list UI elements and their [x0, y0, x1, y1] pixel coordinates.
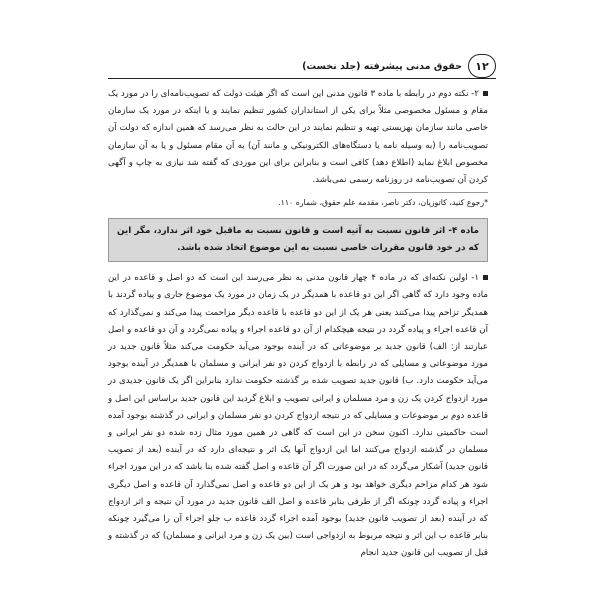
page-body — [108, 86, 488, 563]
article-4-text: ماده ۴- اثر قانون نسبت به آتیه است و قانون نسبت به ماقبل خود اثر ندارد، مگر این که در خود قانون مقررات خاصی نسبت به این موضوع اتخاذ شده باشد. — [117, 226, 479, 254]
bullet-icon — [483, 275, 488, 280]
footnote: *رجوع کنید، کاتوزیان، دکتر ناصر، مقدمه علم حقوق، شماره ۱۱۰. — [278, 198, 488, 208]
footnote-divider — [388, 192, 488, 193]
header-title: حقوق مدنی پیشرفته (جلد نخست) — [302, 60, 462, 72]
page-number: ۱۲ — [468, 54, 496, 78]
article-4-box — [108, 218, 488, 262]
paragraph-2 — [108, 270, 488, 562]
paragraph-1-text: ۲- نکته دوم در رابطه با ماده ۳ قانون مدنی این است که اگر هیئت دولت که تصویب‌نامه‌ای را در مورد یک مقام و مسئول مخصوصی مثلاً برای یکی از استانداران کشور تنظیم نمایند و یا اینکه در مورد یک سازمان خاصی مانند سازمان بهزیستی تهیه و تنظیم نمایند در این حالت به نظر می‌رسد که همین اندازه که دولت آن تصویب‌نامه را (به وسیله نامه یا دستگاه‌های الکترونیکی و مانند آن) به آن مقام مسئول و یا به آن سازمان مخصوص ابلاغ نماید (اطلاع دهد) کافی است و بنابراین برای این موردی که گفته شد نیازی به چاپ و آگهی کردن آن تصویب‌نامه در روزنامه رسمی نمی‌باشد. — [108, 89, 488, 186]
running-header — [108, 52, 496, 79]
bullet-icon — [483, 91, 488, 96]
paragraph-2-text: ۱- اولین نکته‌ای که در ماده ۴ چهار قانون مدنی به نظر می‌رسد این است که دو اصل و قاعده در این ماده وجود دارد که گاهی اگر این دو قاعده با همدیگر در یک زمان در مورد یک موضوع جاری و پیاده گردند با همدیگر تزاحم پیدا می‌کنند یعنی هر یک از این دو قاعده با قاعده دیگر مزاحمت پیدا می‌کند و نمی‌گذارد که آن قاعده اجراء و پیاده گردد در نتیجه هیچکدام از آن دو قاعده اجراء و پیاده نمی‌گردد و آن دو قاعده و اصل عبارتند از: الف) قانون جدید بر موضوعاتی که در آینده بوجود می‌آید حکومت می‌کند مثلاً قانون جدید در مورد موضوعاتی و مسایلی که در رابطه با ازدواج کردن دو نفر ایرانی و مسلمان با همدیگر در آینده بوجود می‌آید حکومت دارد. ب) قانون جدید تصویب شده بر گذشته حکومت ندارد بنابراین اگر یک قانون جدیدی در مورد ازدواج کردن یک زن و مرد مسلمان و ایرانی تصویب و ابلاغ گردید این قانون جدید براساس این اصل و قاعده دوم بر موضوعات و مسایلی که در نتیجه ازدواج کردن دو نفر مسلمان و ایرانی در گذشته بوجود آمده است حاکمیتی ندارد. اکنون سخن در این است که گاهی در همین مورد مثال زده شده دو نفر ایرانی و مسلمان در گذشته ازدواج می‌کنند اما این ازدواج آنها یک اثر و نتیجه‌ای دارد که در آینده (بعد از تصویب قانون جدید) آشکار می‌گردد که در این صورت اگر آن قاعده و اصل گفته شده بنا باشد که در این مورد اجراء شود هر کدام مزاحم دیگری خواهد بود و هر یک از این دو قاعده و اصل نمی‌گذارد آن قاعده و اصل دیگری اجراء و پیاده گردد چونکه اگر از طرفی بنابر قاعده و اصل الف قانون جدید در مورد آن نتیجه و اثر ازدواج که در آینده (بعد از تصویب قانون جدید) بوجود آمده اجراء گردد قاعده ب جلو اجراء آن را می‌گیرد چونکه بنابر قاعده ب این اثر و نتیجه مربوط به ازدواجی است (بین یک زن و مرد ایرانی و مسلمان) که در گذشته و قبل از تصویب این قانون جدید انجام — [108, 273, 488, 559]
paragraph-1 — [108, 86, 488, 189]
